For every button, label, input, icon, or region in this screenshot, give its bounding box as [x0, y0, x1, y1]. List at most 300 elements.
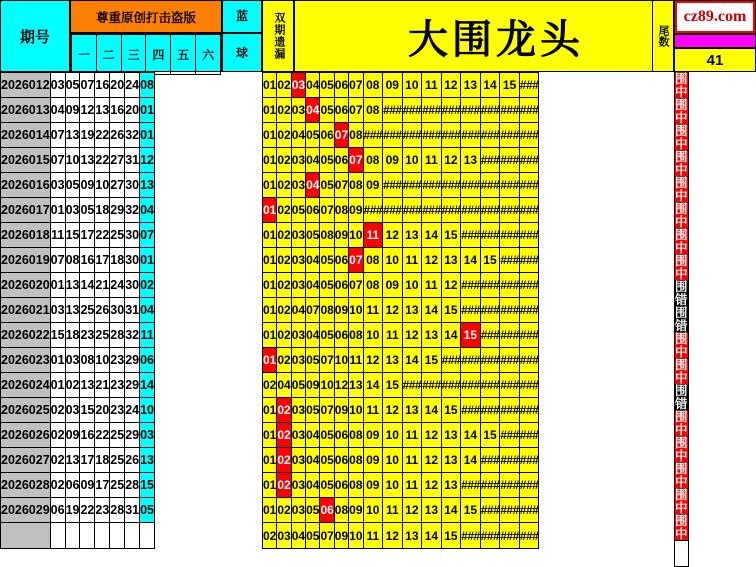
red-ball-3: 17	[80, 448, 95, 473]
grid-cell-3: 05	[291, 198, 305, 223]
grid-cell-13: ###	[461, 298, 481, 323]
draw-id: 2026016	[1, 173, 51, 198]
red-ball-5: 23	[110, 348, 125, 373]
grid-cell-3: 05	[291, 373, 305, 398]
grid-cell-16: ###	[519, 523, 539, 549]
grid-cell-1: 01	[263, 398, 277, 423]
table-row	[1, 448, 155, 473]
header-badge-top	[674, 34, 756, 48]
grid-cell-9: 09	[383, 73, 403, 98]
grid-cell-10: 11	[402, 248, 422, 273]
header-blue-bottom: 球	[235, 46, 248, 60]
grid-cell-11: 11	[422, 148, 442, 173]
grid-cell-12: ###	[441, 123, 461, 148]
grid-cell-15: ###	[500, 323, 520, 348]
grid-cell-13: ###	[461, 398, 481, 423]
grid-cell-15: ###	[500, 123, 520, 148]
red-ball-2: 19	[65, 498, 80, 523]
grid-cell-16: ###	[519, 198, 539, 223]
grid-cell-4: 04	[306, 248, 320, 273]
grid-cell-8: 09	[363, 423, 383, 448]
grid-cell-12: 12	[441, 73, 461, 98]
grid-cell-14: 15	[480, 248, 500, 273]
grid-cell-5: 05	[320, 323, 334, 348]
red-ball-1: 15	[50, 323, 65, 348]
red-ball-4: 10	[95, 173, 110, 198]
red-ball-1: 01	[50, 198, 65, 223]
grid-cell-7: 08	[349, 448, 363, 473]
red-ball-2: 03	[65, 398, 80, 423]
red-ball-6: 31	[125, 498, 140, 523]
grid-cell-9: 10	[383, 248, 403, 273]
grid-cell-15: ###	[500, 423, 520, 448]
grid-cell-4: 04	[306, 423, 320, 448]
grid-cell-12: 14	[441, 498, 461, 523]
table-row	[1, 173, 155, 198]
number-grid-row	[263, 198, 539, 223]
grid-cell-11: ###	[422, 198, 442, 223]
red-ball-1: 02	[50, 473, 65, 498]
red-ball-2: 05	[65, 173, 80, 198]
grid-cell-16: ###	[519, 373, 539, 398]
table-row	[1, 323, 155, 348]
grid-cell-9: 09	[383, 148, 403, 173]
grid-cell-2: 02	[277, 248, 291, 273]
grid-cell-11: 14	[422, 298, 442, 323]
result-row	[675, 73, 689, 99]
red-ball-3: 08	[80, 348, 95, 373]
red-ball-5: 29	[110, 198, 125, 223]
red-ball-1: 03	[50, 173, 65, 198]
red-ball-4: 18	[95, 448, 110, 473]
grid-cell-7: 08	[349, 323, 363, 348]
grid-cell-1: 01	[263, 323, 277, 348]
result-row	[675, 151, 689, 177]
grid-cell-9: 12	[383, 223, 403, 248]
grid-cell-1: 01	[263, 423, 277, 448]
grid-cell-8: 09	[363, 473, 383, 498]
grid-cell-14: ###	[480, 98, 500, 123]
blue-ball: 06	[140, 348, 155, 373]
grid-cell-13: ###	[461, 223, 481, 248]
blue-ball: 01	[140, 123, 155, 148]
grid-cell-1: 02	[263, 523, 277, 549]
result-row	[675, 333, 689, 359]
draw-id: 2026028	[1, 473, 51, 498]
grid-cell-14: ###	[480, 323, 500, 348]
red-ball-6: 26	[125, 448, 140, 473]
red-ball-3: 05	[80, 198, 95, 223]
site-logo-text: cz89.com	[675, 1, 755, 33]
table-row	[1, 373, 155, 398]
red-ball-4: 16	[95, 73, 110, 98]
grid-cell-16: ###	[519, 298, 539, 323]
grid-cell-15: ###	[500, 373, 520, 398]
red-ball-4: 22	[95, 223, 110, 248]
red-ball-2: 08	[65, 248, 80, 273]
left-draw-table	[0, 72, 155, 549]
red-ball-5: 18	[110, 248, 125, 273]
grid-cell-10: 12	[402, 323, 422, 348]
grid-cell-10: 11	[402, 423, 422, 448]
table-row	[1, 248, 155, 273]
grid-cell-7: 08	[349, 123, 363, 148]
grid-cell-4: 04	[306, 73, 320, 98]
grid-cell-3: 03	[291, 473, 305, 498]
red-ball-3: 16	[80, 423, 95, 448]
grid-cell-12: ###	[441, 373, 461, 398]
grid-cell-12: 12	[441, 273, 461, 298]
grid-cell-14: ###	[480, 373, 500, 398]
grid-cell-14: ###	[480, 123, 500, 148]
grid-cell-13: 15	[461, 498, 481, 523]
red-ball-3: 14	[80, 273, 95, 298]
grid-cell-9: 12	[383, 298, 403, 323]
grid-cell-7: 07	[349, 248, 363, 273]
grid-cell-12: 13	[441, 248, 461, 273]
table-row	[1, 498, 155, 523]
draw-id: 2026021	[1, 298, 51, 323]
grid-cell-1: 01	[263, 98, 277, 123]
grid-cell-9: 11	[383, 323, 403, 348]
blue-ball: 02	[140, 273, 155, 298]
result-row	[675, 463, 689, 489]
grid-cell-6: 12	[334, 373, 348, 398]
number-grid-row	[263, 473, 539, 498]
grid-cell-13: ###	[461, 348, 481, 373]
grid-cell-15: ###	[500, 273, 520, 298]
red-ball-2: 02	[65, 373, 80, 398]
red-ball-6: 24	[125, 398, 140, 423]
grid-cell-15: 15	[500, 73, 520, 98]
grid-cell-14: ###	[480, 523, 500, 549]
draw-id: 2026027	[1, 448, 51, 473]
table-row	[1, 348, 155, 373]
grid-cell-6: 08	[334, 498, 348, 523]
grid-cell-6: 07	[334, 123, 348, 148]
grid-cell-11: 12	[422, 423, 442, 448]
red-ball-6: 29	[125, 373, 140, 398]
grid-cell-10: 13	[402, 398, 422, 423]
right-result-table	[674, 72, 689, 567]
grid-cell-15: ###	[500, 348, 520, 373]
red-ball-6: 32	[125, 123, 140, 148]
red-ball-4: 25	[95, 323, 110, 348]
grid-cell-11: 13	[422, 323, 442, 348]
result-badge: 围中	[675, 150, 688, 177]
draw-id: 2026018	[1, 223, 51, 248]
grid-cell-8: 08	[363, 273, 383, 298]
grid-cell-2: 02	[277, 73, 291, 98]
grid-cell-4: 04	[306, 273, 320, 298]
red-ball-5	[110, 523, 125, 549]
grid-cell-15: ###	[500, 473, 520, 498]
red-ball-3: 13	[80, 373, 95, 398]
grid-cell-13: 14	[461, 423, 481, 448]
grid-cell-1: 01	[263, 123, 277, 148]
number-grid-row	[263, 348, 539, 373]
result-row	[675, 255, 689, 281]
grid-cell-2: 02	[277, 348, 291, 373]
header-subcol-2: 二	[96, 35, 121, 75]
red-ball-6	[125, 523, 140, 549]
grid-cell-3: 03	[291, 448, 305, 473]
red-ball-1: 02	[50, 398, 65, 423]
grid-cell-16: ###	[519, 423, 539, 448]
grid-cell-8: 11	[363, 298, 383, 323]
grid-cell-16: ###	[519, 498, 539, 523]
grid-cell-7: 08	[349, 473, 363, 498]
grid-cell-16: ###	[519, 173, 539, 198]
grid-cell-6: 06	[334, 273, 348, 298]
grid-cell-15: ###	[500, 173, 520, 198]
grid-cell-5: 05	[320, 473, 334, 498]
result-row	[675, 177, 689, 203]
red-ball-4: 10	[95, 348, 110, 373]
grid-cell-2: 02	[277, 173, 291, 198]
draw-id: 2026026	[1, 423, 51, 448]
grid-cell-2: 02	[277, 98, 291, 123]
red-ball-3: 25	[80, 298, 95, 323]
grid-cell-6: 09	[334, 298, 348, 323]
red-ball-6: 31	[125, 298, 140, 323]
result-row	[675, 411, 689, 437]
grid-cell-11: 14	[422, 398, 442, 423]
grid-cell-5: 05	[320, 423, 334, 448]
blue-ball: 04	[140, 198, 155, 223]
result-row	[675, 359, 689, 385]
red-ball-1: 07	[50, 123, 65, 148]
red-ball-4: 22	[95, 423, 110, 448]
red-ball-6: 24	[125, 73, 140, 98]
grid-cell-13: ###	[461, 198, 481, 223]
grid-cell-6: 06	[334, 448, 348, 473]
red-ball-2: 06	[65, 473, 80, 498]
blue-ball: 03	[140, 423, 155, 448]
grid-cell-11: 13	[422, 498, 442, 523]
result-badge: 围中	[675, 488, 688, 515]
result-row	[675, 541, 689, 567]
header-blue-top: 蓝	[235, 8, 248, 23]
grid-cell-14: ###	[480, 398, 500, 423]
grid-cell-2: 04	[277, 373, 291, 398]
result-row	[675, 385, 689, 411]
grid-cell-1: 02	[263, 373, 277, 398]
grid-cell-14: ###	[480, 348, 500, 373]
red-ball-5: 16	[110, 98, 125, 123]
grid-cell-13: ###	[461, 373, 481, 398]
grid-cell-1: 01	[263, 73, 277, 98]
grid-cell-12: 13	[441, 448, 461, 473]
grid-cell-9: ###	[383, 198, 403, 223]
grid-cell-15: ###	[500, 223, 520, 248]
red-ball-5: 25	[110, 423, 125, 448]
grid-cell-12: ###	[441, 198, 461, 223]
header-subcol-5: 五	[171, 35, 196, 75]
grid-cell-4: 04	[306, 323, 320, 348]
grid-cell-4: 04	[306, 173, 320, 198]
grid-cell-2: 03	[277, 523, 291, 549]
grid-cell-2: 02	[277, 123, 291, 148]
grid-cell-8: 14	[363, 373, 383, 398]
grid-cell-2: 02	[277, 323, 291, 348]
grid-cell-14: ###	[480, 173, 500, 198]
blue-ball	[140, 523, 155, 549]
grid-cell-16: ###	[519, 223, 539, 248]
grid-cell-10: 10	[402, 148, 422, 173]
grid-cell-10: ###	[402, 373, 422, 398]
draw-id: 2026029	[1, 498, 51, 523]
grid-cell-15: ###	[500, 98, 520, 123]
red-ball-5: 23	[110, 398, 125, 423]
grid-cell-15: ###	[500, 448, 520, 473]
red-ball-6: 32	[125, 198, 140, 223]
table-row	[1, 73, 155, 98]
red-ball-4: 26	[95, 298, 110, 323]
red-ball-2: 05	[65, 73, 80, 98]
result-row	[675, 229, 689, 255]
grid-cell-11: ###	[422, 173, 442, 198]
grid-cell-2: 02	[277, 448, 291, 473]
draw-id: 2026024	[1, 373, 51, 398]
grid-cell-16: ###	[519, 123, 539, 148]
result-row	[675, 125, 689, 151]
result-badge: 围中	[675, 254, 688, 281]
red-ball-1: 02	[50, 423, 65, 448]
table-row	[1, 273, 155, 298]
grid-cell-1: 01	[263, 198, 277, 223]
grid-cell-12: 13	[441, 423, 461, 448]
result-row	[675, 99, 689, 125]
grid-cell-6: 06	[334, 323, 348, 348]
grid-cell-7: 10	[349, 223, 363, 248]
result-badge: 围中	[675, 514, 688, 541]
grid-cell-6: 06	[334, 148, 348, 173]
red-ball-6: 20	[125, 98, 140, 123]
grid-cell-11: 14	[422, 523, 442, 549]
grid-cell-2: 02	[277, 148, 291, 173]
blue-ball: 11	[140, 323, 155, 348]
grid-cell-7: 08	[349, 423, 363, 448]
red-ball-1: 01	[50, 373, 65, 398]
grid-cell-11: 12	[422, 448, 442, 473]
table-row	[1, 423, 155, 448]
header-qihao: 期号	[0, 0, 70, 72]
grid-cell-1: 01	[263, 173, 277, 198]
red-ball-6: 29	[125, 348, 140, 373]
grid-cell-1: 01	[263, 223, 277, 248]
result-badge: 围中	[675, 332, 688, 359]
grid-cell-7: 07	[349, 148, 363, 173]
grid-cell-13: ###	[461, 273, 481, 298]
grid-cell-12: 15	[441, 523, 461, 549]
header-blue-label2	[222, 33, 262, 72]
grid-cell-9: 10	[383, 423, 403, 448]
grid-cell-14: 14	[480, 73, 500, 98]
blue-ball: 08	[140, 73, 155, 98]
red-ball-5: 30	[110, 298, 125, 323]
table-header	[0, 0, 756, 72]
result-row	[675, 281, 689, 307]
grid-cell-3: 03	[291, 323, 305, 348]
grid-cell-12: 12	[441, 148, 461, 173]
table-row	[1, 223, 155, 248]
result-badge	[675, 541, 689, 567]
red-ball-4	[95, 523, 110, 549]
blue-ball: 04	[140, 298, 155, 323]
draw-id	[1, 523, 51, 549]
grid-cell-5: 05	[320, 73, 334, 98]
grid-cell-13: ###	[461, 98, 481, 123]
red-ball-5: 25	[110, 473, 125, 498]
grid-cell-15: ###	[500, 298, 520, 323]
grid-cell-1: 01	[263, 273, 277, 298]
grid-cell-11: ###	[422, 123, 442, 148]
grid-cell-13: 13	[461, 73, 481, 98]
header-subcol-3: 三	[121, 35, 146, 75]
grid-cell-1: 01	[263, 248, 277, 273]
red-ball-1: 01	[50, 273, 65, 298]
draw-id: 2026014	[1, 123, 51, 148]
red-ball-6: 30	[125, 223, 140, 248]
grid-cell-16: ###	[519, 73, 539, 98]
grid-cell-3: 04	[291, 298, 305, 323]
grid-cell-9: 09	[383, 273, 403, 298]
draw-id: 2026015	[1, 148, 51, 173]
red-ball-2: 18	[65, 323, 80, 348]
red-ball-3	[80, 523, 95, 549]
red-ball-2: 13	[65, 448, 80, 473]
number-grid-row	[263, 523, 539, 549]
grid-cell-16: ###	[519, 473, 539, 498]
grid-cell-3: 03	[291, 148, 305, 173]
grid-cell-9: 12	[383, 523, 403, 549]
grid-cell-14: ###	[480, 473, 500, 498]
grid-cell-7: 07	[349, 273, 363, 298]
header-main-title: 大围龙头	[294, 0, 698, 72]
grid-cell-16: ###	[519, 98, 539, 123]
grid-cell-3: 03	[291, 273, 305, 298]
result-row	[675, 489, 689, 515]
red-ball-4: 22	[95, 123, 110, 148]
grid-cell-4: 04	[306, 448, 320, 473]
red-ball-1: 01	[50, 348, 65, 373]
grid-cell-16: ###	[519, 348, 539, 373]
grid-cell-3: 03	[291, 73, 305, 98]
red-ball-6: 30	[125, 173, 140, 198]
grid-cell-10: 10	[402, 73, 422, 98]
grid-cell-1: 01	[263, 498, 277, 523]
red-ball-4: 17	[95, 248, 110, 273]
number-grid-row	[263, 248, 539, 273]
red-ball-1: 03	[50, 298, 65, 323]
grid-cell-10: 11	[402, 473, 422, 498]
grid-cell-2: 02	[277, 223, 291, 248]
grid-cell-4: 07	[306, 298, 320, 323]
header-subcol-4: 四	[146, 35, 171, 75]
grid-cell-13: 13	[461, 148, 481, 173]
grid-cell-5: 06	[320, 123, 334, 148]
grid-cell-11: 15	[422, 348, 442, 373]
red-ball-3: 07	[80, 73, 95, 98]
draw-id: 2026020	[1, 273, 51, 298]
red-ball-4: 21	[95, 373, 110, 398]
grid-cell-7: 09	[349, 498, 363, 523]
site-logo[interactable]	[674, 0, 756, 34]
grid-cell-8: 08	[363, 98, 383, 123]
red-ball-2: 10	[65, 148, 80, 173]
grid-cell-2: 02	[277, 473, 291, 498]
